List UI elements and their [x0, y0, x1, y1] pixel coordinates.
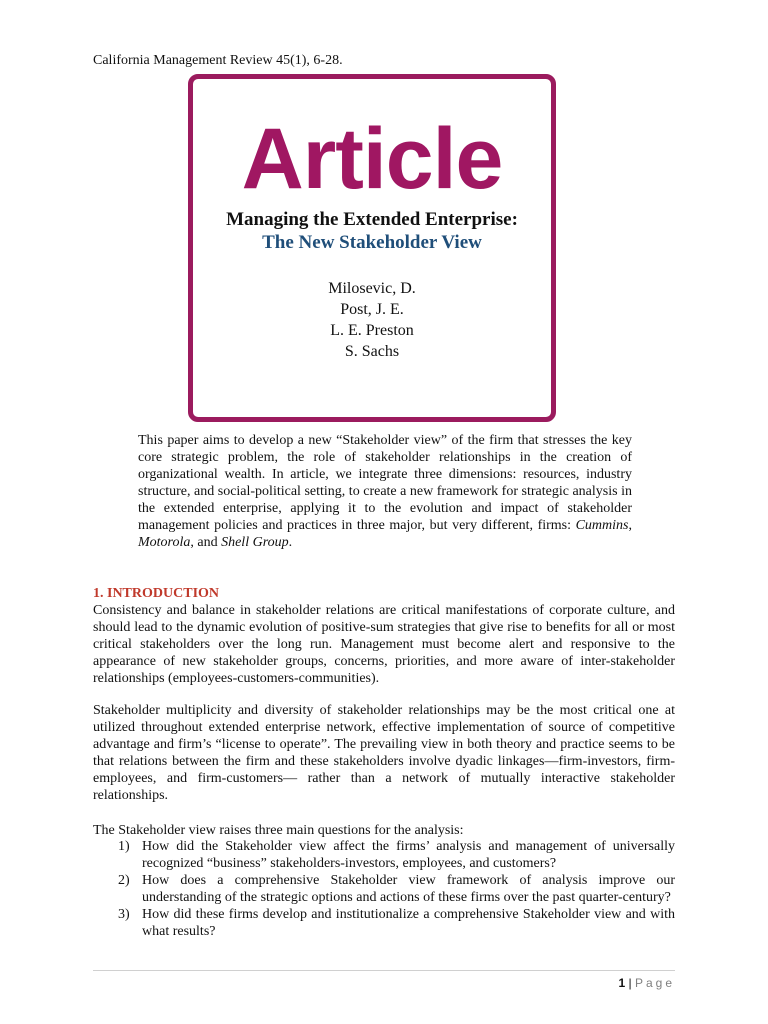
list-item: [118, 838, 675, 872]
page-label: Page: [634, 976, 675, 990]
paragraph: The Stakeholder view raises three main questions for the analysis:: [93, 823, 464, 838]
firm-motorola: Motorola: [138, 535, 191, 550]
author-list: [193, 278, 551, 362]
abstract-text: This paper aims to develop a new “Stakeholder view” of the firm that stresses the key core strategic problem, the role of stakeholder relationships in the creation of organizational wealth. In article, we integrate three dimensions: resources, industry structure, and social-political setting, to create a new framework for strategic analysis in the extended enterprise, applying it to the evolution and impact of stakeholder management policies and practices in three major, but very different, firms:: [138, 433, 632, 533]
firm-cummins: Cummins: [575, 518, 629, 533]
author: L. E. Preston: [330, 322, 414, 339]
footer-divider: [93, 970, 675, 971]
page-footer: [618, 975, 675, 991]
author: Post, J. E.: [340, 301, 404, 318]
paper-title: Managing the Extended Enterprise:: [226, 209, 518, 230]
list-number: 3): [118, 907, 130, 922]
abstract-end: .: [288, 535, 293, 550]
paper-subtitle: The New Stakeholder View: [262, 232, 482, 253]
paragraph: Stakeholder multiplicity and diversity of stakeholder relationships may be the most critical one at utilized throughout extended enterprise network, effective implementation of source of competitive advantage and firm’s “license to operate”. The prevailing view in both theory and practice seems to be that relations between the firm and these stakeholders involve dyadic linkages—firm-investors, firm-employees, and firm-customers— rather than a network of mutually interactive stakeholder relationships.: [93, 703, 675, 803]
page-number: 1: [618, 976, 626, 990]
list-item: [118, 906, 675, 940]
abstract: [138, 432, 632, 551]
author: S. Sachs: [344, 343, 400, 360]
list-item: [118, 872, 675, 906]
list-number: 1): [118, 839, 130, 854]
article-title-box: [188, 74, 556, 422]
citation: California Management Review 45(1), 6-28.: [93, 53, 343, 68]
page-separator: |: [625, 976, 635, 990]
article-label: Article: [241, 111, 503, 207]
abstract-sep: ,: [628, 518, 632, 533]
paragraph: Consistency and balance in stakeholder relations are critical manifestations of corporate culture, and should lead to the dynamic evolution of positive-sum strategies that give rise to benefits for all or most critical stakeholders over the long run. Management must become alert and responsive to the appearance of new stakeholder groups, concerns, priorities, and more aware of inter-stakeholder relationships (employees-customers-communities).: [93, 603, 675, 686]
list-text: How did the Stakeholder view affect the firms’ analysis and management of universally recognized “business” stakeholders-investors, employees, and customers?: [142, 839, 675, 871]
firm-shell: Shell Group: [221, 535, 289, 550]
list-number: 2): [118, 873, 130, 888]
author: Milosevic, D.: [328, 280, 416, 297]
list-text: How did these firms develop and institutionalize a comprehensive Stakeholder view and with what results?: [142, 907, 675, 939]
question-list: [118, 838, 675, 940]
section-heading-introduction: 1. INTRODUCTION: [93, 586, 220, 601]
abstract-sep: , and: [190, 535, 222, 550]
list-text: How does a comprehensive Stakeholder view framework of analysis improve our understanding of the strategic options and actions of these firms over the past quarter-century?: [142, 873, 675, 905]
